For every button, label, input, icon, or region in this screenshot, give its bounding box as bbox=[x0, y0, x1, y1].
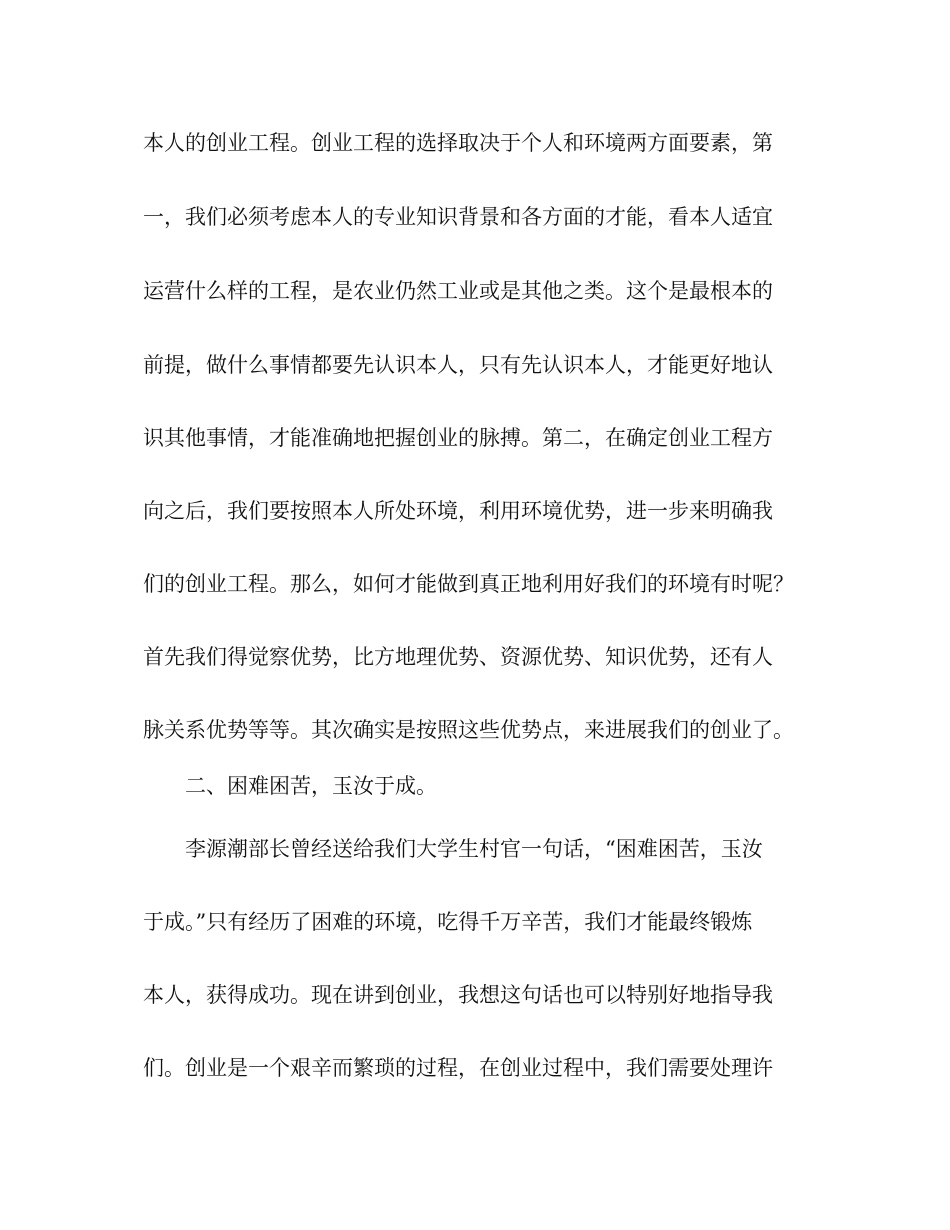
text-line: 们。创业是一个艰辛而繁琐的过程，在创业过程中，我们需要处理许 bbox=[143, 1056, 773, 1080]
text-line: 首先我们得觉察优势，比方地理优势、资源优势、知识优势，还有人 bbox=[143, 645, 773, 669]
text-line: 李源潮部长曾经送给我们大学生村官一句话，“困难困苦，玉汝 bbox=[185, 837, 763, 861]
section-heading: 二、困难困苦，玉汝于成。 bbox=[185, 774, 437, 798]
text-line: 于成。”只有经历了困难的环境，吃得千万辛苦，我们才能最终锻炼 bbox=[143, 910, 753, 934]
text-line: 向之后，我们要按照本人所处环境，利用环境优势，进一步来明确我 bbox=[143, 499, 773, 523]
text-line: 前提，做什么事情都要先认识本人，只有先认识本人，才能更好地认 bbox=[143, 353, 773, 377]
text-line: 本人，获得成功。现在讲到创业，我想这句话也可以特别好地指导我 bbox=[143, 983, 773, 1007]
text-line: 本人的创业工程。创业工程的选择取决于个人和环境两方面要素，第 bbox=[143, 131, 773, 155]
text-line: 们的创业工程。那么，如何才能做到真正地利用好我们的环境有时呢？ bbox=[143, 572, 794, 596]
text-line: 脉关系优势等等。其次确实是按照这些优势点，来进展我们的创业了。 bbox=[143, 718, 794, 742]
text-line: 运营什么样的工程，是农业仍然工业或是其他之类。这个是最根本的 bbox=[143, 279, 773, 303]
text-line: 一，我们必须考虑本人的专业知识背景和各方面的才能，看本人适宜 bbox=[143, 205, 773, 229]
text-line: 识其他事情，才能准确地把握创业的脉搏。第二，在确定创业工程方 bbox=[143, 426, 773, 450]
